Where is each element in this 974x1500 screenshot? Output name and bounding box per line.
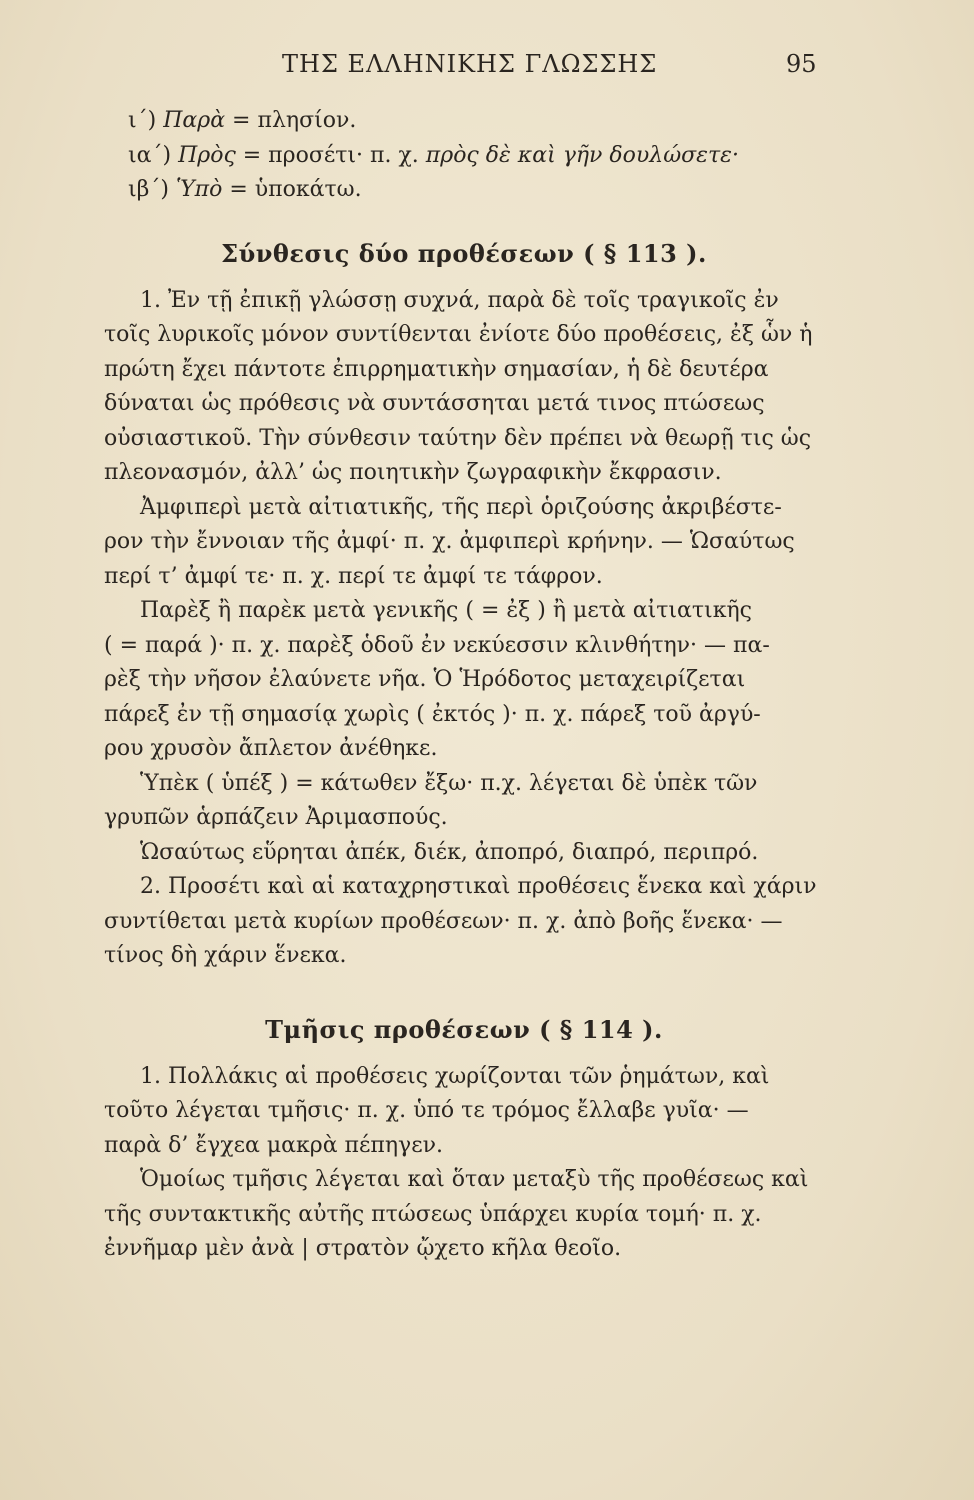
section-heading: Τμῆσις προθέσεων ( § 114 ). xyxy=(265,1014,663,1044)
text-line: πρώτη ἔχει πάντοτε ἐπιρρηματικὴν σημασίαν, ἡ δὲ δευτέρα xyxy=(104,356,769,382)
text-line: πλεονασμόν, ἀλλ’ ὡς ποιητικὴν ζωγραφικὴν ἔκφρασιν. xyxy=(104,460,722,485)
page-number: 95 xyxy=(786,50,817,78)
text-line: Ὑπὲκ ( ὑπέξ ) = κάτωθεν ἔξω· π.χ. λέγεται δὲ ὑπὲκ τῶν xyxy=(140,770,758,796)
text-line: ρὲξ τὴν νῆσον ἐλαύνετε νῆα. Ὁ Ἡρόδοτος μεταχειρίζεται xyxy=(104,667,746,692)
text-line: τοῦτο λέγεται τμῆσις· π. χ. ὑπό τε τρόμος ἔλλαβε γυῖα· — xyxy=(104,1098,749,1123)
text-line: 1. Ἐν τῇ ἐπικῇ γλώσσῃ συχνά, παρὰ δὲ τοῖς τραγικοῖς ἐν xyxy=(140,287,779,313)
list-item: ι΄) Παρὰ = πλησίον. xyxy=(128,108,357,133)
text-line: Ὁμοίως τμῆσις λέγεται καὶ ὅταν μεταξὺ τῆς προθέσεως καὶ xyxy=(140,1167,809,1192)
list-item: ιβ΄) Ὑπὸ = ὑποκάτω. xyxy=(128,177,362,202)
page-body xyxy=(104,104,824,1267)
text-line: τοῖς λυρικοῖς μόνον συντίθενται ἐνίοτε δύο προθέσεις, ἐξ ὧν ἡ xyxy=(104,322,813,347)
text-line: ρου χρυσὸν ἄπλετον ἀνέθηκε. xyxy=(104,736,438,761)
text-line: συντίθεται μετὰ κυρίων προθέσεων· π. χ. ἀπὸ βοῆς ἕνεκα· — xyxy=(104,908,783,934)
text-line: οὐσιαστικοῦ. Τὴν σύνθεσιν ταύτην δὲν πρέπει νὰ θεωρῇ τις ὡς xyxy=(104,425,812,451)
text-line: ἐννῆμαρ μὲν ἀνὰ | στρατὸν ᾤχετο κῆλα θεοῖο. xyxy=(104,1236,622,1261)
running-header xyxy=(0,50,974,84)
text-line: παρὰ δ’ ἔγχεα μακρὰ πέπηγεν. xyxy=(104,1132,443,1158)
text-line: Ὡσαύτως εὕρηται ἀπέκ, διέκ, ἀποπρό, διαπρό, περιπρό. xyxy=(140,839,759,865)
text-line: πάρεξ ἐν τῇ σημασίᾳ χωρὶς ( ἐκτός )· π. χ. πάρεξ τοῦ ἀργύ- xyxy=(104,701,761,727)
text-line: τίνος δὴ χάριν ἕνεκα. xyxy=(104,943,347,968)
section-heading: Σύνθεσις δύο προθέσεων ( § 113 ). xyxy=(221,238,707,268)
text-line: δύναται ὡς πρόθεσις νὰ συντάσσηται μετά τινος πτώσεως xyxy=(104,391,765,416)
text-line: γρυπῶν ἁρπάζειν Ἀριμασπούς. xyxy=(104,805,448,830)
text-line: τῆς συντακτικῆς αὐτῆς πτώσεως ὑπάρχει κυρία τομή· π. χ. xyxy=(104,1201,762,1227)
text-line: περί τ’ ἀμφί τε· π. χ. περί τε ἀμφί τε τάφρον. xyxy=(104,563,603,589)
text-line: 1. Πολλάκις αἱ προθέσεις χωρίζονται τῶν ῥημάτων, καὶ xyxy=(140,1063,770,1089)
text-line: ( = παρά )· π. χ. παρὲξ ὁδοῦ ἐν νεκύεσσιν κλινθήτην· — πα- xyxy=(104,632,770,658)
header-title: ΤΗΣ ΕΛΛΗΝΙΚΗΣ ΓΛΩΣΣΗΣ xyxy=(282,50,658,78)
text-line: ρον τὴν ἔννοιαν τῆς ἀμφί· π. χ. ἀμφιπερὶ κρήνην. — Ὡσαύτως xyxy=(104,529,795,554)
list-item: ια΄) Πρὸς = προσέτι· π. χ. πρὸς δὲ καὶ γῆν δουλώσετε· xyxy=(128,142,739,168)
text-line: 2. Προσέτι καὶ αἱ καταχρηστικαὶ προθέσεις ἕνεκα καὶ χάριν xyxy=(140,874,817,899)
text-line: Ἀμφιπερὶ μετὰ αἰτιατικῆς, τῆς περὶ ὁριζούσης ἀκριβέστε- xyxy=(140,494,782,520)
text-line: Παρὲξ ἢ παρὲκ μετὰ γενικῆς ( = ἐξ ) ἢ μετὰ αἰτιατικῆς xyxy=(140,598,752,623)
